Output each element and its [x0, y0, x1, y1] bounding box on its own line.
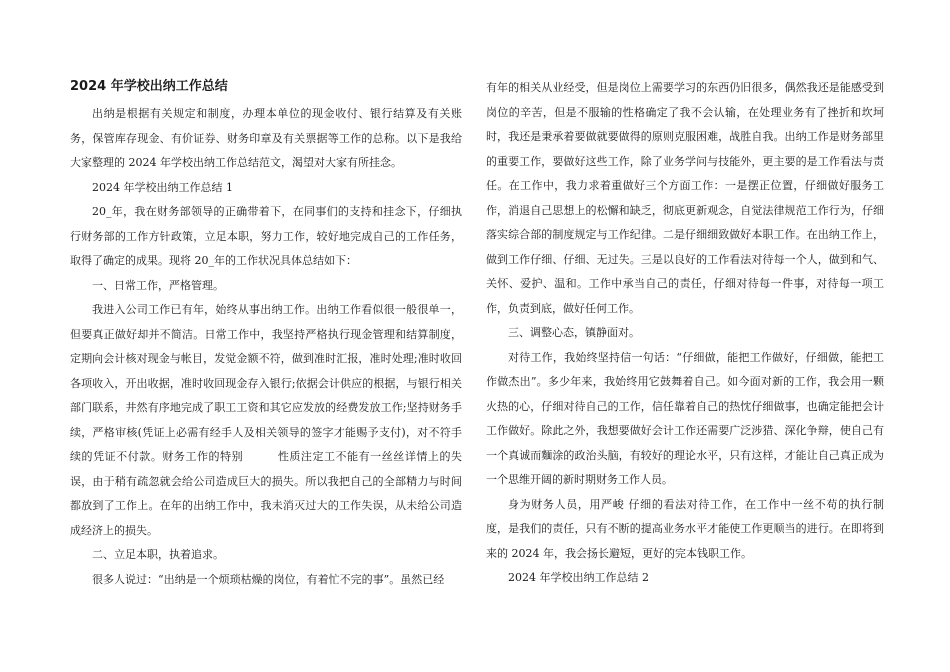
dedication-paragraph-continued: 有年的相关从业经受，但是岗位上需要学习的东西仍旧很多，偶然我还是能感受到岗位的辛苦，但是不服输的性格确定了我不会认输，在处理业务有了挫折和坎坷时，我还是秉承着要做就要做得的原则克服困难，战胜自我。出纳工作是财务部里的重要工作，要做好这些工作，除了业务学问与技能外，更主要的是工作看法与责任。在工作中，我力求着重做好三个方面工作：一是摆正位置，仔细做好服务工作，消退自己思想上的松懈和缺乏，彻底更新观念，自觉法律规范工作行为，仔细落实综合部的制度规定与工作纪律。二是仔细细致做好本职工作。在出纳工作上，做到工作仔细、仔细、无过失。三是以良好的工作看法对待每一个人，做到和气、关怀、爱护、温和。工作中承当自己的责任，仔细对待每一件事，对待每一项工作，负责到底，做好任何工作。 [486, 81, 884, 315]
right-column [486, 76, 884, 591]
subheading-mindset: 三、调整心态，镇静面对。 [508, 326, 640, 339]
intro-paragraph: 出纳是根据有关规定和制度，办理本单位的现金收付、银行结算及有关账务，保管库存现金、有价证券、财务印章及有关票据等工作的总称。以下是我给大家整理的 2024 年学校出纳工作总结范文，渴望对大家有所挂念。 [70, 107, 462, 169]
closing-paragraph: 身为财务人员，用严峻 仔细的看法对待工作，在工作中一丝不苟的执行制度，是我们的责任，只有不断的提高业务水平才能使工作更顺当的进行。在即将到来的 2024 年，我会扬长避短，更好的完本钱职工作。 [486, 497, 884, 560]
subheading-dedication: 二、立足本职，执着追求。 [92, 548, 224, 561]
section-heading-2: 2024 年学校出纳工作总结 2 [508, 571, 649, 584]
dedication-paragraph-start: 很多人说过：“出纳是一个烦琐枯燥的岗位，有着忙不完的事”。虽然已经 [92, 572, 445, 586]
subheading-daily-work: 一、日常工作，严格管理。 [92, 278, 224, 292]
overview-paragraph: 20_年，我在财务部领导的正确带着下，在同事们的支持和挂念下，仔细执行财务部的工作方针政策，立足本职，努力工作，较好地完成自己的工作任务，取得了确定的成果。现将 20_年的工作状况具体总结如下： [70, 205, 462, 267]
left-column [70, 76, 462, 592]
mindset-paragraph: 对待工作，我始终坚持信一句话：“仔细做，能把工作做好，仔细做，能把工作做杰出”。多少年来，我始终用它鼓舞着自己。如今面对新的工作，我会用一颗火热的心，仔细对待自己的工作，信任靠着自己的热忱仔细做事，也确定能把会计工作做好。除此之外，我想要做好会计工作还需要广泛涉猎、深化争辩，使自己有一个真诚而麵涂的政治头脑，有较好的理论水平，只有这样，才能让自己真正成为一个思维开阔的新时期财务工作人员。 [486, 350, 884, 486]
daily-work-paragraph: 我进入公司工作已有年，始终从事出纳工作。出纳工作看似很一般很单一，但要真正做好却并不简洁。日常工作中，我坚持严格执行现金管理和结算制度，定期向会计核对现金与帐目，发觉金额不符，做到准时汇报，准时处理;准时收回各项收入，开出收据，准时收回现金存入银行;依据会计供应的根据，与银行相关部门联系，井然有序地完成了职工工资和其它应发放的经费发放工作;坚持财务手续，严格审核(凭证上必需有经手人及相关领导的签字才能赐予支付)，对不符手续的凭证不付款。财务工作的特别 性质注定工不能有一丝丝详情上的失误，由于稍有疏忽就会给公司造成巨大的损失。所以我把自己的全部精力与时间都放到了工作上。在年的出纳工作中，我未消灭过大的工作失误，从未给公司造成经济上的损失。 [70, 303, 462, 537]
section-heading-1: 2024 年学校出纳工作总结 1 [92, 180, 233, 194]
document-title: 2024 年学校出纳工作总结 [70, 79, 228, 94]
